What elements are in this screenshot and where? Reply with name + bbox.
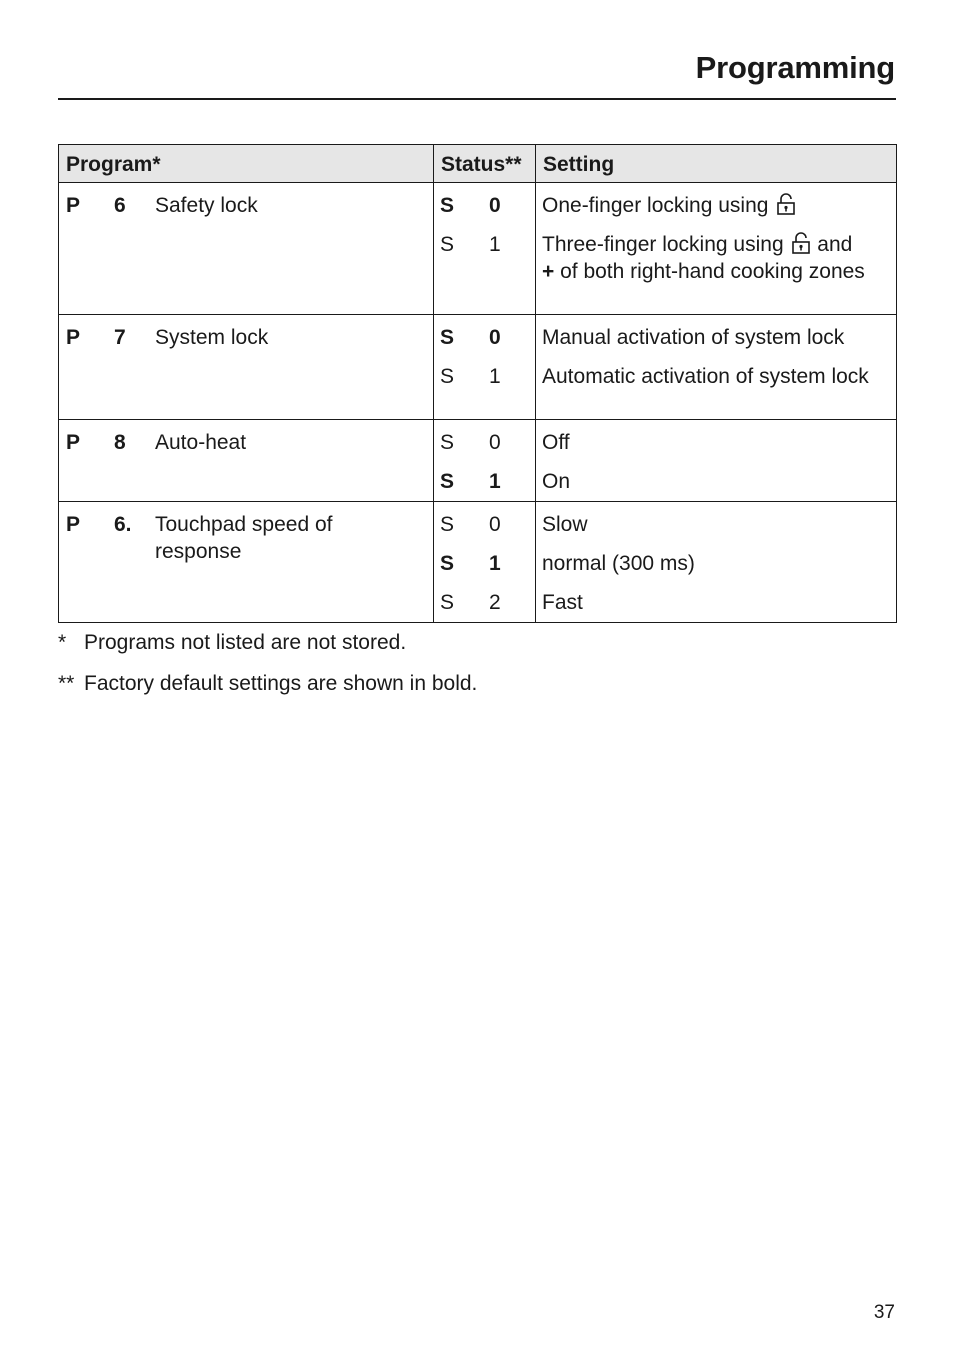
setting-option — [536, 550, 896, 577]
header-program: Program* — [59, 145, 434, 183]
lock-icon — [791, 231, 811, 255]
status-value: 0 — [489, 431, 501, 454]
plus-symbol: + — [542, 260, 555, 283]
status-option — [434, 550, 535, 577]
setting-text-and: and — [811, 233, 853, 256]
status-option — [434, 363, 535, 390]
setting-option — [536, 589, 896, 616]
header-status: Status** — [434, 145, 536, 183]
status-value: 0 — [489, 513, 501, 536]
program-number: 8 — [114, 431, 126, 454]
status-cell — [434, 420, 536, 502]
program-label: Auto-heat — [155, 431, 247, 454]
setting-text: Manual activation of system lock — [542, 326, 845, 349]
title-divider — [58, 98, 896, 100]
table-row — [59, 420, 897, 502]
setting-cell — [536, 502, 897, 623]
program-letter: P — [66, 431, 81, 454]
setting-text: normal (300 ms) — [542, 552, 695, 575]
setting-text: Three-finger locking using — [542, 233, 784, 256]
status-value: 1 — [489, 470, 501, 493]
footnote — [58, 631, 406, 655]
status-letter: S — [440, 591, 455, 614]
status-letter: S — [440, 552, 455, 575]
status-value: 1 — [489, 233, 501, 256]
status-cell — [434, 183, 536, 315]
program-cell — [59, 315, 434, 420]
program-number: 7 — [114, 326, 126, 349]
status-letter: S — [440, 470, 455, 493]
setting-text: Automatic activation of system lock — [542, 365, 869, 388]
program-number: 6 — [114, 194, 126, 217]
setting-option — [536, 468, 896, 495]
status-option — [434, 468, 535, 495]
status-value: 0 — [489, 326, 501, 349]
status-value: 1 — [489, 552, 501, 575]
setting-cell — [536, 315, 897, 420]
setting-option — [536, 324, 896, 351]
program-cell — [59, 183, 434, 315]
status-option — [434, 589, 535, 616]
program-letter: P — [66, 326, 81, 349]
status-cell — [434, 315, 536, 420]
program-label: Touchpad speed of response — [155, 513, 333, 563]
program-cell — [59, 420, 434, 502]
programming-table — [58, 144, 897, 623]
program-letter: P — [66, 513, 81, 536]
setting-text-rest: of both right-hand cooking zones — [554, 260, 865, 283]
status-value: 1 — [489, 365, 501, 388]
page-number: 37 — [873, 1302, 895, 1323]
setting-option — [536, 192, 896, 219]
setting-option — [536, 363, 896, 390]
setting-text: One-finger locking using — [542, 194, 769, 217]
program-label: Safety lock — [155, 194, 258, 217]
setting-option — [536, 231, 896, 285]
setting-text: On — [542, 470, 571, 493]
setting-option — [536, 511, 896, 538]
table-row — [59, 315, 897, 420]
status-letter: S — [440, 513, 455, 536]
status-option — [434, 429, 535, 456]
footnote — [58, 672, 477, 696]
footnote-text: Factory default settings are shown in bold. — [84, 672, 478, 695]
setting-text: Fast — [542, 591, 583, 614]
program-letter: P — [66, 194, 81, 217]
status-value: 2 — [489, 591, 501, 614]
footnote-mark: * — [58, 631, 67, 654]
status-letter: S — [440, 194, 455, 217]
header-setting: Setting — [536, 145, 897, 183]
status-option — [434, 511, 535, 538]
status-option — [434, 231, 535, 258]
setting-cell — [536, 183, 897, 315]
status-value: 0 — [489, 194, 501, 217]
status-cell — [434, 502, 536, 623]
lock-icon — [776, 192, 796, 216]
status-option — [434, 192, 535, 219]
table-header-row — [59, 145, 897, 183]
setting-cell — [536, 420, 897, 502]
status-letter: S — [440, 365, 455, 388]
page-title: Programming — [695, 50, 895, 85]
footnote-text: Programs not listed are not stored. — [84, 631, 407, 654]
setting-option — [536, 429, 896, 456]
status-letter: S — [440, 431, 455, 454]
status-option — [434, 324, 535, 351]
setting-text: Off — [542, 431, 570, 454]
footnote-mark: ** — [58, 672, 75, 695]
status-letter: S — [440, 326, 455, 349]
program-number: 6. — [114, 513, 132, 536]
table-row — [59, 183, 897, 315]
program-cell — [59, 502, 434, 623]
setting-text: Slow — [542, 513, 588, 536]
program-label: System lock — [155, 326, 269, 349]
table-row — [59, 502, 897, 623]
status-letter: S — [440, 233, 455, 256]
